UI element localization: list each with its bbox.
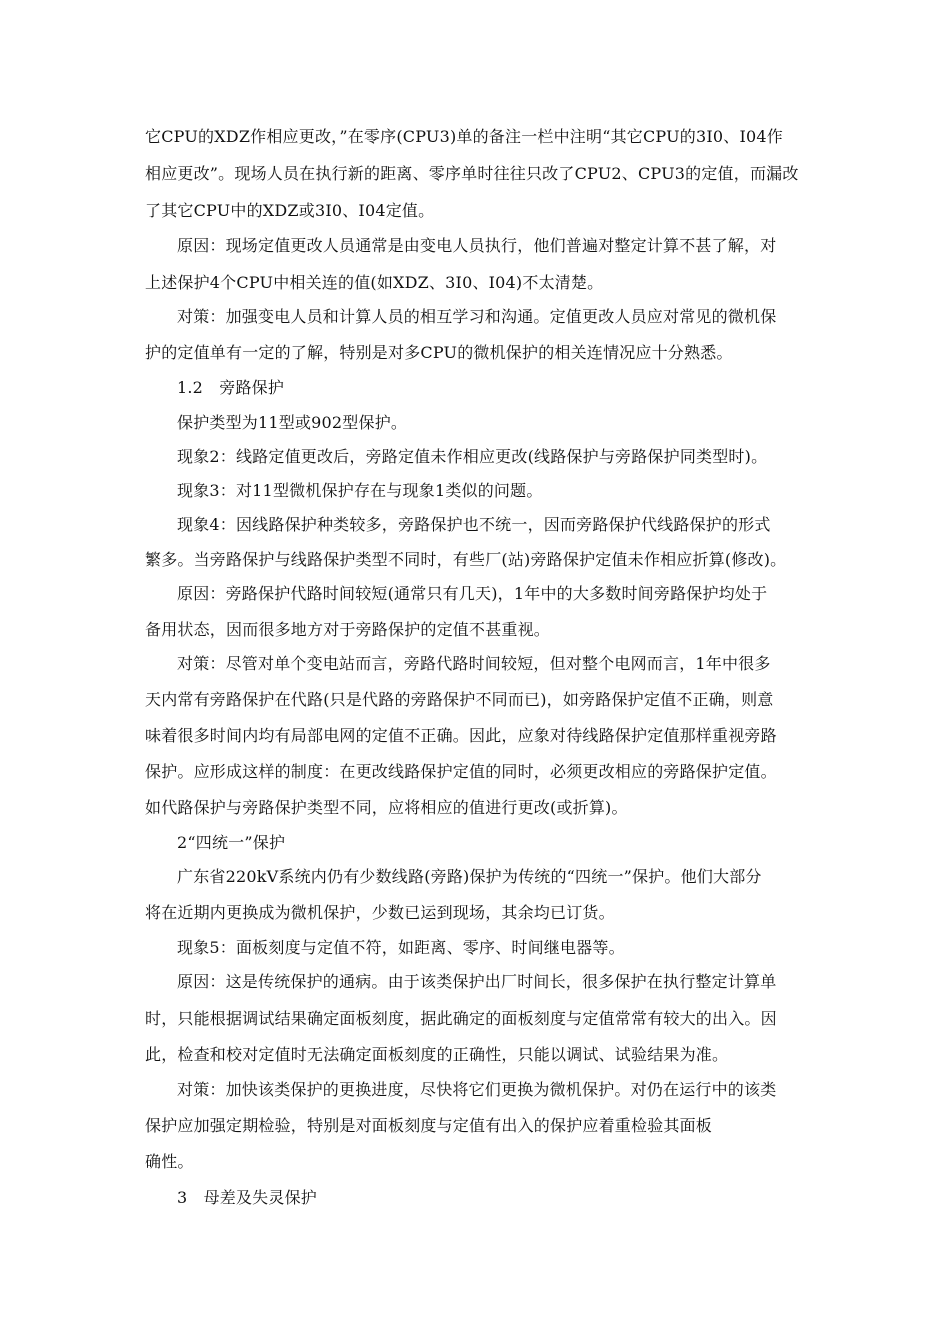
text-line-27: 此，检查和校对定值时无法确定面板刻度的正确性，只能以调试、试验结果为准。 <box>145 1045 729 1064</box>
section-heading-1-2: 1.2 旁路保护 <box>177 378 285 397</box>
paragraph-cause-2: 原因：旁路保护代路时间较短(通常只有几天)，1年中的大多数时间旁路保护均处于 <box>177 584 768 603</box>
text-line-30: 确性。 <box>145 1152 194 1171</box>
paragraph-phenomenon-3: 现象3：对11型微机保护存在与现象1类似的问题。 <box>177 481 543 500</box>
paragraph-measure-3: 对策：加快该类保护的更换进度，尽快将它们更换为微机保护。对仍在运行中的该类 <box>177 1080 777 1099</box>
text-line-23: 将在近期内更换成为微机保护，少数已运到现场，其余均已订货。 <box>145 903 615 922</box>
paragraph-cause-1: 原因：现场定值更改人员通常是由变电人员执行，他们普遍对整定计算不甚了解，对 <box>177 236 777 255</box>
text-line-5: 上述保护4个CPU中相关连的值(如XDZ、3I0、I04)不太清楚。 <box>145 273 604 292</box>
section-heading-2: 2“四统一”保护 <box>177 833 286 852</box>
text-line-17: 天内常有旁路保护在代路(只是代路的旁路保护不同而已)，如旁路保护定值不正确，则意 <box>145 690 774 709</box>
text-line-7: 护的定值单有一定的了解，特别是对多CPU的微机保护的相关连情况应十分熟悉。 <box>145 343 733 362</box>
paragraph-measure-2: 对策：尽管对单个变电站而言，旁路代路时间较短，但对整个电网而言，1年中很多 <box>177 654 771 673</box>
text-line-3: 了其它CPU中的XDZ或3I0、I04定值。 <box>145 201 435 220</box>
section-heading-3: 3 母差及失灵保护 <box>177 1188 317 1207</box>
paragraph-cause-3: 原因：这是传统保护的通病。由于该类保护出厂时间长，很多保护在执行整定计算单 <box>177 972 777 991</box>
text-line-20: 如代路保护与旁路保护类型不同，应将相应的值进行更改(或折算)。 <box>145 798 628 817</box>
text-line-1: 它CPU的XDZ作相应更改，”在零序(CPU3)单的备注一栏中注明“其它CPU的3I0、I04作 <box>145 127 783 146</box>
paragraph-phenomenon-4: 现象4：因线路保护种类较多，旁路保护也不统一，因而旁路保护代线路保护的形式 <box>177 515 771 534</box>
text-line-19: 保护。应形成这样的制度：在更改线路保护定值的同时，必须更改相应的旁路保护定值。 <box>145 762 777 781</box>
text-line-13: 繁多。当旁路保护与线路保护类型不同时，有些厂(站)旁路保护定值未作相应折算(修改)。 <box>145 550 787 569</box>
text-line-29: 保护应加强定期检验，特别是对面板刻度与定值有出入的保护应着重检验其面板 <box>145 1116 713 1135</box>
text-line-2: 相应更改”。现场人员在执行新的距离、零序单时往往只改了CPU2、CPU3的定值，而漏改 <box>145 164 799 183</box>
paragraph-measure-1: 对策：加强变电人员和计算人员的相互学习和沟通。定值更改人员应对常见的微机保 <box>177 307 777 326</box>
paragraph-phenomenon-5: 现象5：面板刻度与定值不符，如距离、零序、时间继电器等。 <box>177 938 625 957</box>
text-line-18: 味着很多时间内均有局部电网的定值不正确。因此，应象对待线路保护定值那样重视旁路 <box>145 726 777 745</box>
paragraph-phenomenon-2: 现象2：线路定值更改后，旁路定值未作相应更改(线路保护与旁路保护同类型时)。 <box>177 447 768 466</box>
paragraph-guangdong: 广东省220kV系统内仍有少数线路(旁路)保护为传统的“四统一”保护。他们大部分 <box>177 867 762 886</box>
paragraph-protection-type: 保护类型为11型或902型保护。 <box>177 413 408 432</box>
text-line-15: 备用状态，因而很多地方对于旁路保护的定值不甚重视。 <box>145 620 551 639</box>
text-line-26: 时，只能根据调试结果确定面板刻度，据此确定的面板刻度与定值常常有较大的出入。因 <box>145 1009 777 1028</box>
